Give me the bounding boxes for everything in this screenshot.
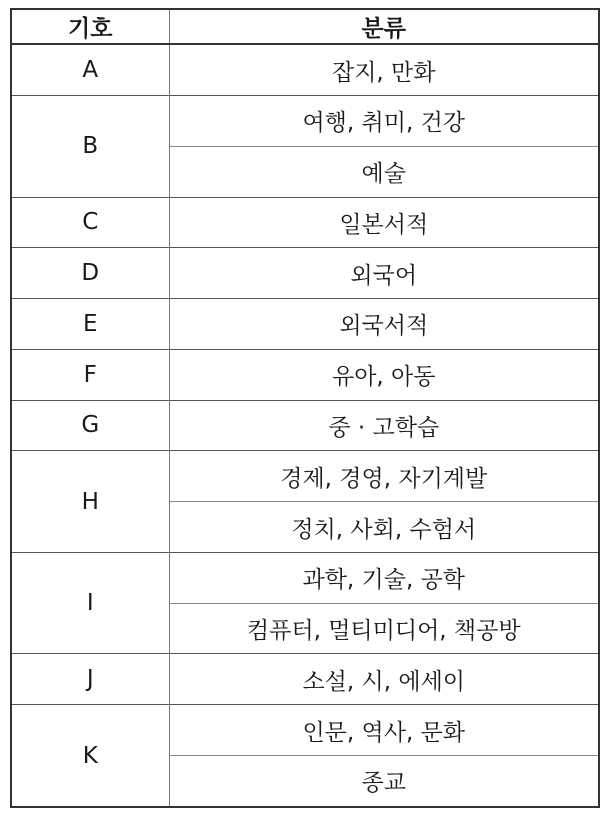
code-cell: H <box>11 451 169 553</box>
code-cell: D <box>11 248 169 299</box>
table-row <box>11 248 599 299</box>
code-cell: E <box>11 299 169 350</box>
table-row <box>11 197 599 248</box>
header-category: 분류 <box>169 9 599 44</box>
table-header-row <box>11 9 599 44</box>
table-row <box>11 705 599 756</box>
category-cell: 외국어 <box>169 248 599 299</box>
book-category-table <box>10 8 600 808</box>
category-cell: 중 · 고학습 <box>169 400 599 451</box>
category-cell: 일본서적 <box>169 197 599 248</box>
table-row <box>11 400 599 451</box>
code-cell: F <box>11 349 169 400</box>
code-cell: J <box>11 654 169 705</box>
category-cell: 외국서적 <box>169 299 599 350</box>
table-row <box>11 654 599 705</box>
table-row <box>11 299 599 350</box>
category-cell: 정치, 사회, 수험서 <box>169 502 599 553</box>
table-row <box>11 349 599 400</box>
category-table-container <box>10 8 598 808</box>
category-cell: 경제, 경영, 자기계발 <box>169 451 599 502</box>
category-cell: 종교 <box>169 755 599 807</box>
code-cell: I <box>11 552 169 654</box>
category-cell: 여행, 취미, 건강 <box>169 96 599 147</box>
category-cell: 과학, 기술, 공학 <box>169 552 599 603</box>
code-cell: A <box>11 44 169 96</box>
table-row <box>11 552 599 603</box>
code-cell: B <box>11 96 169 198</box>
category-cell: 잡지, 만화 <box>169 44 599 96</box>
code-cell: G <box>11 400 169 451</box>
table-row <box>11 96 599 147</box>
category-cell: 유아, 아동 <box>169 349 599 400</box>
category-cell: 인문, 역사, 문화 <box>169 705 599 756</box>
category-cell: 소설, 시, 에세이 <box>169 654 599 705</box>
table-row <box>11 44 599 96</box>
category-cell: 컴퓨터, 멀티미디어, 책공방 <box>169 603 599 654</box>
header-code: 기호 <box>11 9 169 44</box>
code-cell: K <box>11 705 169 807</box>
category-cell: 예술 <box>169 146 599 197</box>
table-row <box>11 451 599 502</box>
code-cell: C <box>11 197 169 248</box>
